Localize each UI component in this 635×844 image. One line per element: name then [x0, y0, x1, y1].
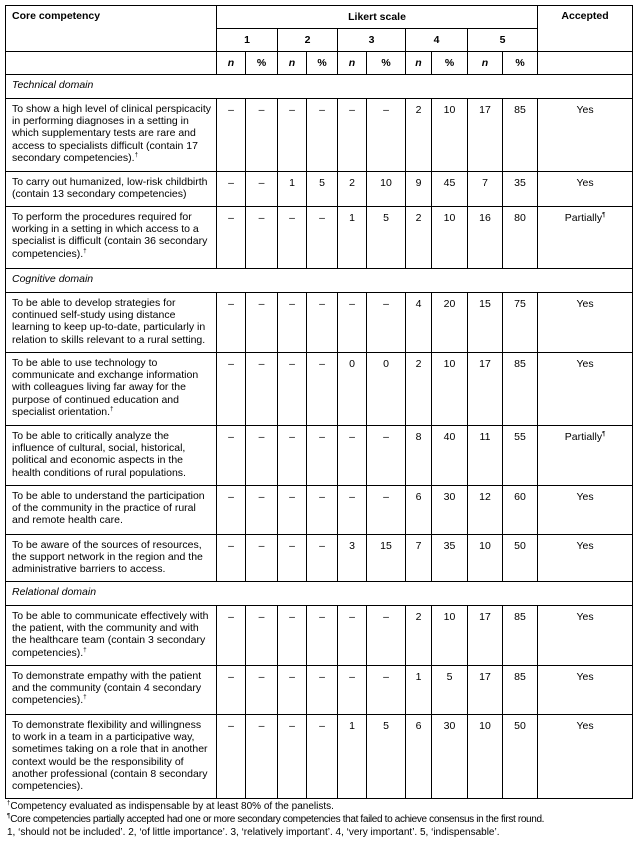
percent-cell: 40	[432, 426, 468, 486]
count-cell: 12	[468, 486, 503, 535]
accepted-value: Yes	[576, 298, 594, 310]
header-blank	[538, 52, 633, 75]
count-cell: 9	[406, 172, 432, 207]
footnote-mark: †	[83, 248, 87, 255]
competency-description	[6, 606, 217, 666]
percent-cell: 85	[503, 353, 538, 426]
percent-cell: –	[246, 293, 278, 353]
table-row	[6, 426, 633, 486]
competency-description	[6, 426, 217, 486]
competency-text: To be able to understand the participation of the community in the practice of rural and remote health care.	[12, 490, 205, 527]
accepted-cell	[538, 486, 633, 535]
percent-cell: –	[307, 486, 338, 535]
percent-cell: –	[246, 715, 278, 799]
competency-text: To carry out humanized, low-risk childbirth (contain 13 secondary competencies)	[12, 176, 208, 201]
accepted-value: Partially	[564, 431, 603, 443]
percent-cell: 50	[503, 715, 538, 799]
domain-row	[6, 582, 633, 606]
percent-cell: –	[307, 207, 338, 269]
percent-cell: –	[307, 353, 338, 426]
footnote-text: Core competencies partially accepted had one or more secondary competencies that failed to achieve consensus in the first round.	[10, 814, 545, 825]
header-pct: %	[246, 52, 278, 75]
percent-cell: –	[307, 99, 338, 172]
header-scale-4: 4	[406, 29, 468, 52]
competency-description	[6, 666, 217, 715]
count-cell: 6	[406, 715, 432, 799]
count-cell: 16	[468, 207, 503, 269]
accepted-cell	[538, 99, 633, 172]
count-cell: –	[338, 426, 367, 486]
count-cell: –	[338, 486, 367, 535]
percent-cell: –	[246, 606, 278, 666]
count-cell: 7	[406, 535, 432, 582]
table-row	[6, 293, 633, 353]
percent-cell: 20	[432, 293, 468, 353]
count-cell: 10	[468, 535, 503, 582]
count-cell: –	[338, 606, 367, 666]
count-cell: 8	[406, 426, 432, 486]
percent-cell: 5	[307, 172, 338, 207]
count-cell: –	[217, 666, 246, 715]
footnote-mark: ¶	[602, 212, 606, 219]
competency-text: To demonstrate empathy with the patient and the community (contain 4 secondary competencies).	[12, 670, 202, 707]
count-cell: –	[217, 535, 246, 582]
competency-text: To be able to use technology to communicate and exchange information with colleagues living far away for the purpose of continued education and specialist orientation.	[12, 357, 199, 418]
accepted-value: Yes	[576, 720, 594, 732]
header-core-competency: Core competency	[6, 6, 217, 52]
count-cell: 6	[406, 486, 432, 535]
accepted-value: Yes	[576, 540, 594, 552]
count-cell: 2	[338, 172, 367, 207]
count-cell: 2	[406, 353, 432, 426]
table-row	[6, 99, 633, 172]
percent-cell: 30	[432, 486, 468, 535]
table-row	[6, 172, 633, 207]
count-cell: –	[217, 606, 246, 666]
percent-cell: –	[246, 172, 278, 207]
count-cell: 7	[468, 172, 503, 207]
header-n: n	[406, 52, 432, 75]
accepted-value: Yes	[576, 177, 594, 189]
count-cell: 17	[468, 99, 503, 172]
header-n: n	[217, 52, 246, 75]
count-cell: –	[278, 535, 307, 582]
footnote-scale-legend	[7, 826, 635, 839]
accepted-value: Yes	[576, 491, 594, 503]
count-cell: 3	[338, 535, 367, 582]
accepted-cell	[538, 666, 633, 715]
count-cell: 1	[338, 207, 367, 269]
footnote-mark: †	[83, 647, 87, 654]
percent-cell: –	[246, 353, 278, 426]
count-cell: –	[338, 293, 367, 353]
header-n: n	[468, 52, 503, 75]
footnote-mark: †	[83, 694, 87, 701]
header-pct: %	[367, 52, 406, 75]
table-row	[6, 486, 633, 535]
percent-cell: –	[246, 426, 278, 486]
footnote-text: Competency evaluated as indispensable by at least 80% of the panelists.	[10, 801, 334, 812]
footnote-text: 1, ‘should not be included’. 2, ‘of little importance’. 3, ‘relatively important’. 4, ‘very important’. 5, ‘indispensable’.	[7, 827, 500, 838]
percent-cell: –	[367, 606, 406, 666]
footnote-mark: ¶	[602, 431, 606, 438]
percent-cell: 5	[367, 207, 406, 269]
accepted-value: Yes	[576, 358, 594, 370]
percent-cell: –	[367, 293, 406, 353]
header-scale-2: 2	[278, 29, 338, 52]
accepted-cell	[538, 172, 633, 207]
count-cell: –	[278, 293, 307, 353]
percent-cell: –	[307, 715, 338, 799]
percent-cell: 85	[503, 666, 538, 715]
percent-cell: –	[367, 99, 406, 172]
competency-description	[6, 486, 217, 535]
count-cell: 2	[406, 207, 432, 269]
percent-cell: –	[246, 99, 278, 172]
percent-cell: –	[246, 486, 278, 535]
count-cell: –	[278, 99, 307, 172]
percent-cell: 10	[367, 172, 406, 207]
percent-cell: 30	[432, 715, 468, 799]
count-cell: –	[278, 207, 307, 269]
percent-cell: 10	[432, 606, 468, 666]
accepted-cell	[538, 207, 633, 269]
percent-cell: 10	[432, 99, 468, 172]
count-cell: –	[217, 99, 246, 172]
header-n: n	[278, 52, 307, 75]
count-cell: –	[217, 293, 246, 353]
count-cell: 4	[406, 293, 432, 353]
header-pct: %	[432, 52, 468, 75]
count-cell: –	[278, 606, 307, 666]
percent-cell: 35	[503, 172, 538, 207]
count-cell: 0	[338, 353, 367, 426]
count-cell: –	[278, 353, 307, 426]
header-n: n	[338, 52, 367, 75]
domain-row	[6, 75, 633, 99]
percent-cell: 0	[367, 353, 406, 426]
competency-table	[5, 5, 633, 799]
percent-cell: 75	[503, 293, 538, 353]
count-cell: –	[278, 486, 307, 535]
count-cell: –	[217, 353, 246, 426]
competency-description	[6, 99, 217, 172]
header-likert-scale: Likert scale	[217, 6, 538, 29]
percent-cell: –	[367, 486, 406, 535]
accepted-cell	[538, 535, 633, 582]
count-cell: 17	[468, 606, 503, 666]
footnote-dagger	[7, 800, 635, 813]
competency-text: To demonstrate flexibility and willingness to work in a team in a participative way, sometimes taking on a role that in another context would be the responsibility of another professional (contain 8 secondary competencies).	[12, 719, 208, 793]
count-cell: 1	[406, 666, 432, 715]
count-cell: –	[278, 666, 307, 715]
percent-cell: 45	[432, 172, 468, 207]
competency-description	[6, 535, 217, 582]
competency-description	[6, 353, 217, 426]
competency-text: To show a high level of clinical perspicacity in performing diagnoses in a setting in which supplementary tests are rare and access to specialists difficult (contain 17 secondary competencies).	[12, 103, 212, 164]
competency-text: To be aware of the sources of resources, the support network in the region and the administrative barriers to access.	[12, 539, 203, 576]
percent-cell: 10	[432, 207, 468, 269]
table-row	[6, 353, 633, 426]
footnotes	[7, 800, 635, 839]
count-cell: –	[217, 207, 246, 269]
percent-cell: –	[367, 666, 406, 715]
percent-cell: –	[307, 666, 338, 715]
table-row	[6, 666, 633, 715]
percent-cell: –	[307, 426, 338, 486]
domain-label: Technical domain	[6, 75, 633, 99]
accepted-cell	[538, 293, 633, 353]
header-scale-3: 3	[338, 29, 406, 52]
percent-cell: –	[367, 426, 406, 486]
footnote-pilcrow	[7, 813, 635, 826]
percent-cell: –	[246, 535, 278, 582]
header-pct: %	[307, 52, 338, 75]
footnote-mark: ¶	[7, 813, 11, 820]
accepted-cell	[538, 353, 633, 426]
domain-row	[6, 269, 633, 293]
percent-cell: 5	[367, 715, 406, 799]
accepted-cell	[538, 606, 633, 666]
percent-cell: –	[307, 606, 338, 666]
header-pct: %	[503, 52, 538, 75]
table-row	[6, 715, 633, 799]
header-scale-1: 1	[217, 29, 278, 52]
accepted-cell	[538, 426, 633, 486]
accepted-value: Yes	[576, 611, 594, 623]
count-cell: –	[338, 666, 367, 715]
percent-cell: 5	[432, 666, 468, 715]
count-cell: 15	[468, 293, 503, 353]
count-cell: 1	[278, 172, 307, 207]
table-row	[6, 207, 633, 269]
count-cell: 1	[338, 715, 367, 799]
percent-cell: 60	[503, 486, 538, 535]
percent-cell: –	[246, 666, 278, 715]
header-scale-5: 5	[468, 29, 538, 52]
competency-text: To be able to communicate effectively with the patient, with the community and with the healthcare team (contain 3 secondary competencies).	[12, 610, 209, 659]
footnote-mark: †	[134, 152, 138, 159]
accepted-value: Partially	[564, 212, 603, 224]
competency-text: To be able to develop strategies for continued self-study using distance learning to keep up-to-date, particularly in relation to skills relevant to a rural setting.	[12, 297, 206, 346]
percent-cell: 55	[503, 426, 538, 486]
competency-text: To perform the procedures required for working in a setting in which access to a specialist is difficult (contain 36 secondary competencies).	[12, 211, 208, 260]
percent-cell: 50	[503, 535, 538, 582]
domain-label: Relational domain	[6, 582, 633, 606]
count-cell: –	[217, 715, 246, 799]
percent-cell: 85	[503, 99, 538, 172]
percent-cell: 35	[432, 535, 468, 582]
footnote-mark: †	[110, 406, 114, 413]
table-row	[6, 606, 633, 666]
count-cell: 2	[406, 99, 432, 172]
count-cell: –	[338, 99, 367, 172]
competency-description	[6, 207, 217, 269]
percent-cell: 15	[367, 535, 406, 582]
percent-cell: –	[246, 207, 278, 269]
count-cell: 10	[468, 715, 503, 799]
percent-cell: 80	[503, 207, 538, 269]
count-cell: –	[278, 426, 307, 486]
competency-text: To be able to critically analyze the influence of cultural, social, historical, political and economic aspects in the health conditions of rural populations.	[12, 430, 186, 479]
accepted-value: Yes	[576, 671, 594, 683]
percent-cell: 10	[432, 353, 468, 426]
count-cell: –	[278, 715, 307, 799]
percent-cell: 85	[503, 606, 538, 666]
count-cell: –	[217, 486, 246, 535]
domain-label: Cognitive domain	[6, 269, 633, 293]
header-blank	[6, 52, 217, 75]
count-cell: 11	[468, 426, 503, 486]
percent-cell: –	[307, 535, 338, 582]
table-row	[6, 535, 633, 582]
footnote-mark: †	[7, 800, 11, 807]
count-cell: –	[217, 426, 246, 486]
count-cell: 2	[406, 606, 432, 666]
table-body	[6, 75, 633, 799]
competency-description	[6, 172, 217, 207]
accepted-value: Yes	[576, 104, 594, 116]
count-cell: –	[217, 172, 246, 207]
header-accepted: Accepted	[538, 6, 633, 52]
accepted-cell	[538, 715, 633, 799]
count-cell: 17	[468, 666, 503, 715]
percent-cell: –	[307, 293, 338, 353]
competency-description	[6, 715, 217, 799]
count-cell: 17	[468, 353, 503, 426]
competency-description	[6, 293, 217, 353]
